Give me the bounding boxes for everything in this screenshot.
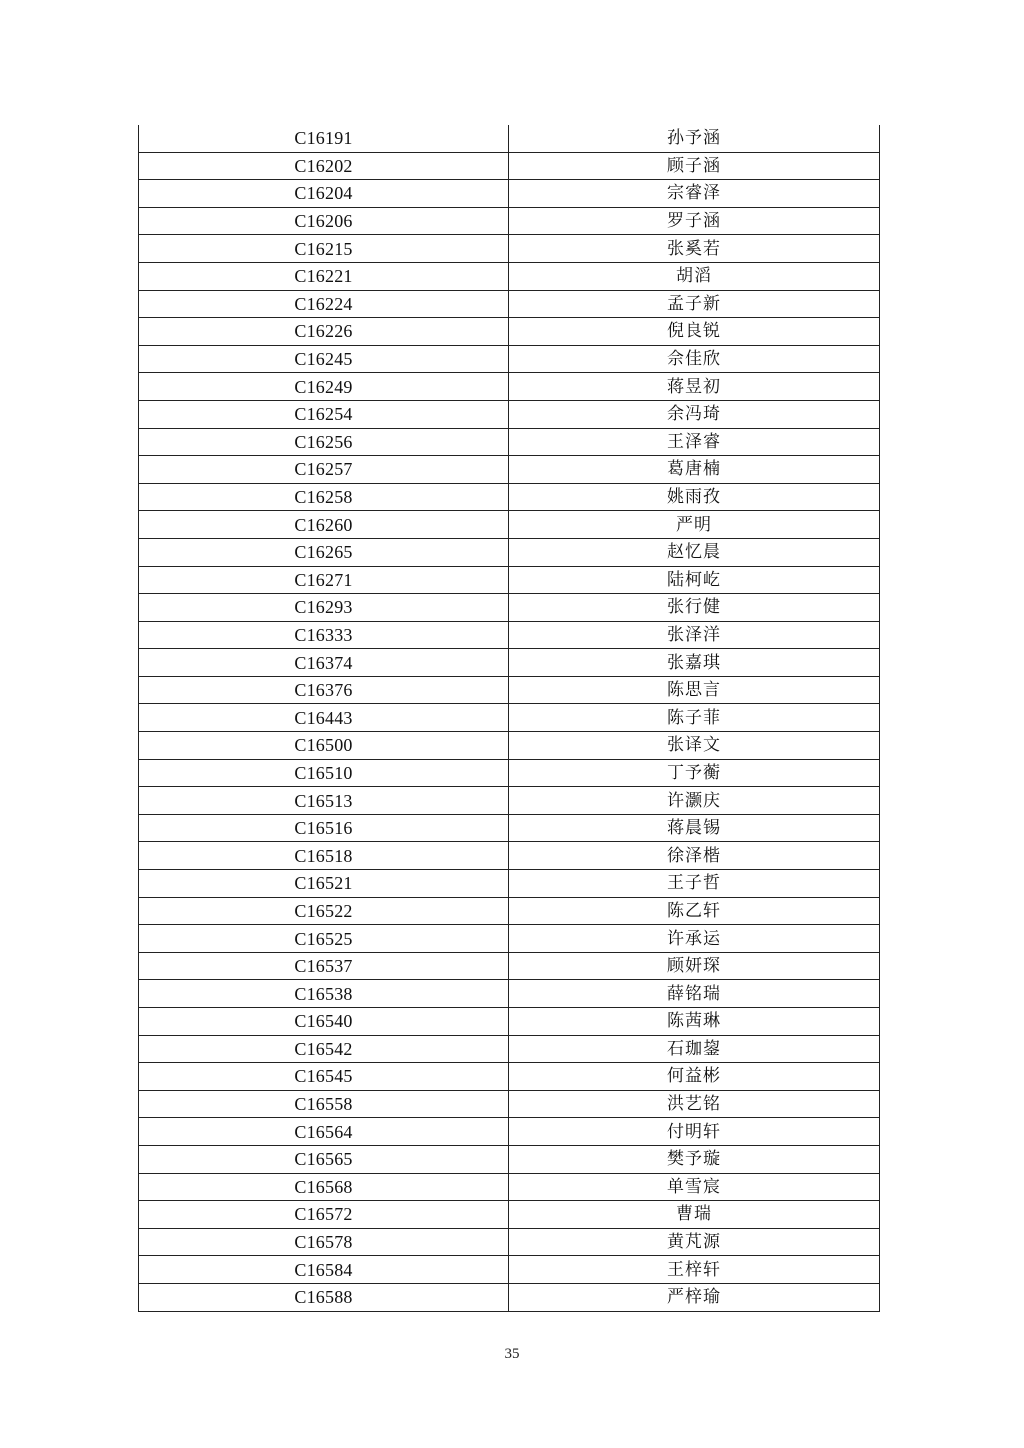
student-id-cell: C16500: [139, 732, 509, 760]
table-row: [139, 1008, 880, 1036]
table-row: [139, 400, 880, 428]
table-row: [139, 787, 880, 815]
student-id-cell: C16584: [139, 1256, 509, 1284]
table-row: [139, 152, 880, 180]
student-id-cell: C16525: [139, 925, 509, 953]
student-id-cell: C16521: [139, 870, 509, 898]
student-name-cell: 单雪宸: [509, 1173, 880, 1201]
student-name-cell: 严梓瑜: [509, 1283, 880, 1311]
student-id-cell: C16265: [139, 538, 509, 566]
student-id-cell: C16572: [139, 1201, 509, 1229]
table-row: [139, 1145, 880, 1173]
student-id-cell: C16376: [139, 676, 509, 704]
student-name-cell: 曹瑞: [509, 1201, 880, 1229]
table-row: [139, 980, 880, 1008]
student-id-cell: C16224: [139, 290, 509, 318]
student-id-cell: C16374: [139, 649, 509, 677]
student-id-cell: C16443: [139, 704, 509, 732]
student-id-cell: C16206: [139, 207, 509, 235]
student-id-cell: C16260: [139, 511, 509, 539]
table-row: [139, 207, 880, 235]
student-name-cell: 蒋晨锡: [509, 814, 880, 842]
table-row: [139, 897, 880, 925]
student-id-cell: C16538: [139, 980, 509, 1008]
table-row: [139, 1201, 880, 1229]
student-id-cell: C16257: [139, 456, 509, 484]
student-id-cell: C16254: [139, 400, 509, 428]
table-row: [139, 925, 880, 953]
table-row: [139, 290, 880, 318]
student-name-cell: 张奚若: [509, 235, 880, 263]
table-row: [139, 621, 880, 649]
table-row: [139, 538, 880, 566]
table-row: [139, 1118, 880, 1146]
student-id-cell: C16588: [139, 1283, 509, 1311]
table-row: [139, 373, 880, 401]
table-row: [139, 125, 880, 152]
student-id-cell: C16565: [139, 1145, 509, 1173]
table-row: [139, 704, 880, 732]
table-row: [139, 870, 880, 898]
student-name-cell: 徐泽楷: [509, 842, 880, 870]
student-name-cell: 许灏庆: [509, 787, 880, 815]
student-id-cell: C16540: [139, 1008, 509, 1036]
student-id-cell: C16568: [139, 1173, 509, 1201]
student-name-cell: 严明: [509, 511, 880, 539]
student-name-cell: 付明轩: [509, 1118, 880, 1146]
page-number: 35: [504, 1346, 520, 1362]
roster-table: [138, 125, 880, 1312]
student-name-cell: 王梓轩: [509, 1256, 880, 1284]
student-name-cell: 罗子涵: [509, 207, 880, 235]
student-name-cell: 许承运: [509, 925, 880, 953]
student-name-cell: 陈子菲: [509, 704, 880, 732]
student-name-cell: 何益彬: [509, 1063, 880, 1091]
student-name-cell: 樊予璇: [509, 1145, 880, 1173]
table-row: [139, 1090, 880, 1118]
table-row: [139, 676, 880, 704]
student-id-cell: C16293: [139, 594, 509, 622]
student-name-cell: 宗睿泽: [509, 180, 880, 208]
student-name-cell: 陈茜琳: [509, 1008, 880, 1036]
student-name-cell: 胡滔: [509, 262, 880, 290]
table-row: [139, 732, 880, 760]
student-name-cell: 王子哲: [509, 870, 880, 898]
student-id-cell: C16564: [139, 1118, 509, 1146]
table-row: [139, 952, 880, 980]
student-name-cell: 丁予蘅: [509, 759, 880, 787]
table-row: [139, 649, 880, 677]
student-name-cell: 洪艺铭: [509, 1090, 880, 1118]
student-name-cell: 薛铭瑞: [509, 980, 880, 1008]
table-row: [139, 566, 880, 594]
table-row: [139, 318, 880, 346]
table-row: [139, 511, 880, 539]
student-id-cell: C16513: [139, 787, 509, 815]
table-row: [139, 1173, 880, 1201]
student-name-cell: 陆柯屹: [509, 566, 880, 594]
student-name-cell: 黄芃源: [509, 1228, 880, 1256]
student-id-cell: C16271: [139, 566, 509, 594]
student-name-cell: 张泽洋: [509, 621, 880, 649]
student-name-cell: 葛唐楠: [509, 456, 880, 484]
table-row: [139, 759, 880, 787]
roster-table-body: [139, 125, 880, 1311]
student-name-cell: 顾子涵: [509, 152, 880, 180]
table-row: [139, 262, 880, 290]
table-row: [139, 1035, 880, 1063]
table-row: [139, 456, 880, 484]
student-id-cell: C16226: [139, 318, 509, 346]
student-id-cell: C16522: [139, 897, 509, 925]
student-id-cell: C16516: [139, 814, 509, 842]
student-id-cell: C16333: [139, 621, 509, 649]
table-row: [139, 1063, 880, 1091]
student-name-cell: 孙予涵: [509, 125, 880, 152]
student-name-cell: 王泽睿: [509, 428, 880, 456]
table-row: [139, 483, 880, 511]
table-row: [139, 594, 880, 622]
table-row: [139, 1256, 880, 1284]
student-name-cell: 姚雨孜: [509, 483, 880, 511]
student-id-cell: C16191: [139, 125, 509, 152]
student-name-cell: 顾妍琛: [509, 952, 880, 980]
table-row: [139, 1228, 880, 1256]
student-id-cell: C16578: [139, 1228, 509, 1256]
student-id-cell: C16202: [139, 152, 509, 180]
student-id-cell: C16558: [139, 1090, 509, 1118]
student-id-cell: C16256: [139, 428, 509, 456]
student-name-cell: 张译文: [509, 732, 880, 760]
table-row: [139, 235, 880, 263]
table-row: [139, 428, 880, 456]
table-row: [139, 814, 880, 842]
student-id-cell: C16221: [139, 262, 509, 290]
student-name-cell: 陈思言: [509, 676, 880, 704]
student-id-cell: C16542: [139, 1035, 509, 1063]
student-id-cell: C16258: [139, 483, 509, 511]
student-name-cell: 蒋昱初: [509, 373, 880, 401]
student-id-cell: C16545: [139, 1063, 509, 1091]
table-row: [139, 180, 880, 208]
student-name-cell: 孟子新: [509, 290, 880, 318]
student-id-cell: C16215: [139, 235, 509, 263]
student-name-cell: 倪良锐: [509, 318, 880, 346]
student-id-cell: C16537: [139, 952, 509, 980]
student-name-cell: 陈乙轩: [509, 897, 880, 925]
table-row: [139, 1283, 880, 1311]
student-id-cell: C16518: [139, 842, 509, 870]
student-name-cell: 佘佳欣: [509, 345, 880, 373]
student-name-cell: 张行健: [509, 594, 880, 622]
student-id-cell: C16510: [139, 759, 509, 787]
student-name-cell: 赵忆晨: [509, 538, 880, 566]
student-id-cell: C16249: [139, 373, 509, 401]
student-name-cell: 余冯琦: [509, 400, 880, 428]
student-id-cell: C16245: [139, 345, 509, 373]
student-name-cell: 石珈鋆: [509, 1035, 880, 1063]
table-row: [139, 842, 880, 870]
student-id-cell: C16204: [139, 180, 509, 208]
student-name-cell: 张嘉琪: [509, 649, 880, 677]
table-row: [139, 345, 880, 373]
